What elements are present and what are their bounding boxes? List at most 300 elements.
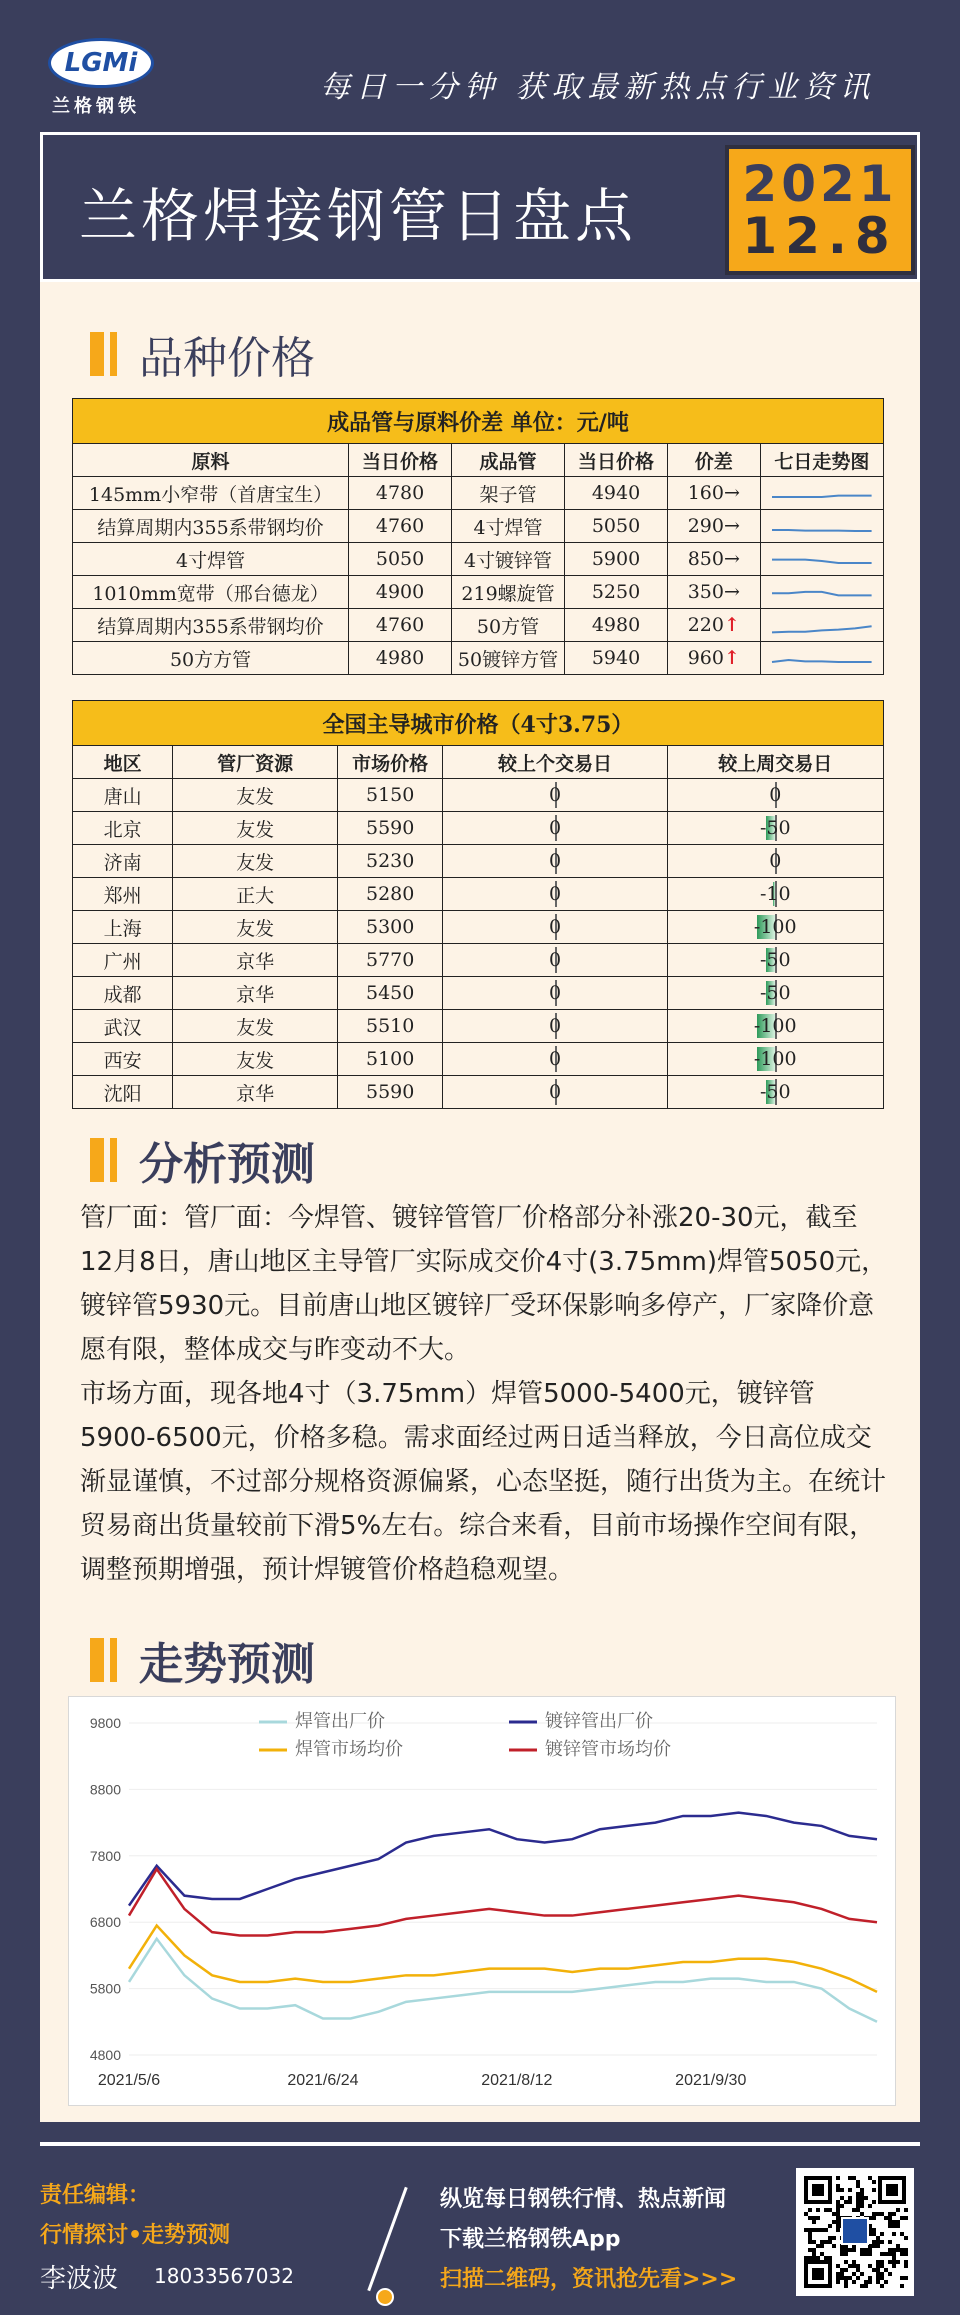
qr-finder-core [812,2268,824,2280]
editor-name: 李波波 [40,2264,119,2294]
city-header-cell: 市场价格 [337,746,442,779]
product-name: 50方管 [451,609,564,642]
x-tick-label: 2021/9/30 [675,2072,747,2089]
city-table-row [73,878,884,911]
market-price: 5770 [337,944,442,977]
qr-module [856,2196,860,2200]
qr-module [860,2204,864,2208]
y-tick-label: 7800 [89,1847,121,1864]
section-marker [90,1638,104,1682]
title-box [40,132,920,282]
qr-module [828,2256,832,2260]
qr-module [824,2228,828,2232]
change-value: -50 [759,1081,791,1103]
qr-module [840,2276,844,2280]
analysis-paragraph-mill: 管厂面：管厂面：今焊管、镀锌管管厂价格部分补涨20-30元，截至12月8日，唐山地区主导管厂实际成交价4寸(3.75mm)焊管5050元，镀锌管5930元。目前唐山地区镀锌厂受环保影响多停产，厂家降价意愿有限，整体成交与昨变动不大。 [80,1203,888,1365]
qr-module [836,2216,840,2220]
section-title: 分析预测 [139,1139,315,1190]
qr-module [876,2272,880,2276]
qr-module [864,2252,868,2256]
qr-module [832,2212,836,2216]
series-line [129,1869,877,1935]
diff-value: 220 [687,614,724,636]
qr-module [892,2252,896,2256]
qr-module [848,2188,852,2192]
legend-label: 镀锌管出厂价 [545,1711,653,1732]
raw-price: 4980 [349,642,452,675]
market-price: 5300 [337,911,442,944]
product-price: 5250 [565,576,668,609]
qr-module [900,2248,904,2252]
x-tick-label: 2021/8/12 [481,2072,553,2089]
change-vs-prev-day [443,944,667,977]
qr-module [852,2264,856,2268]
qr-module [828,2224,832,2228]
city-table [72,700,884,1109]
qr-module [856,2208,860,2212]
mill-resource: 友发 [173,779,338,812]
qr-module [836,2204,840,2208]
qr-module [872,2240,876,2244]
qr-module [836,2224,840,2228]
qr-module [852,2280,856,2284]
qr-module [876,2244,880,2248]
change-value: 0 [769,850,782,872]
city-name: 上海 [73,911,173,944]
qr-module [804,2228,808,2232]
product-price: 5050 [565,510,668,543]
sparkline [767,478,877,504]
qr-module [848,2196,852,2200]
y-tick-label: 5800 [89,1980,121,1997]
sparkline-line [772,559,872,562]
mill-resource: 友发 [173,1010,338,1043]
section-marker [110,1138,117,1182]
market-price: 5450 [337,977,442,1010]
change-vs-prev-week [667,944,883,977]
qr-module [856,2268,860,2272]
qr-module [904,2216,908,2220]
diff-value: 290 [687,515,724,537]
legend-label: 焊管出厂价 [295,1711,385,1732]
change-vs-prev-day [443,812,667,845]
sparkline-line [772,659,872,661]
section-title: 品种价格 [139,333,315,384]
change-vs-prev-week [667,845,883,878]
editor-phone[interactable]: 18033567032 [154,2264,294,2288]
raw-material: 50方方管 [73,642,349,675]
market-price: 5590 [337,1076,442,1109]
qr-module [892,2220,896,2224]
qr-module [872,2268,876,2272]
qr-module [884,2216,888,2220]
change-vs-prev-week [667,977,883,1010]
section-marker [90,332,104,376]
city-header-cell: 管厂资源 [173,746,338,779]
qr-module [844,2252,848,2256]
qr-module [836,2188,840,2192]
spread-table-row [73,510,884,543]
qr-module [856,2180,860,2184]
qr-module [880,2232,884,2236]
qr-module [860,2192,864,2196]
qr-module [848,2276,852,2280]
sparkline [767,643,877,669]
city-table-row [73,1010,884,1043]
change-vs-prev-day [443,1076,667,1109]
city-table-row [73,944,884,977]
qr-module [836,2272,840,2276]
market-price: 5100 [337,1043,442,1076]
qr-module [856,2264,860,2268]
qr-module [860,2284,864,2288]
qr-module [824,2256,828,2260]
qr-module [844,2248,848,2252]
spread-table-title: 成品管与原料价差 单位：元/吨 [73,399,884,444]
product-name: 4寸镀锌管 [451,543,564,576]
spread-header-cell: 价差 [667,444,760,477]
qr-module [844,2276,848,2280]
city-name: 广州 [73,944,173,977]
qr-module [812,2216,816,2220]
qr-module [840,2252,844,2256]
spread-table-row [73,576,884,609]
qr-module [804,2256,808,2260]
city-name: 北京 [73,812,173,845]
spread-header-cell: 当日价格 [349,444,452,477]
spread-table-header [73,444,884,477]
seven-day-trend [760,510,883,543]
qr-module [832,2236,836,2240]
mill-resource: 友发 [173,845,338,878]
qr-module [812,2240,816,2244]
qr-module [848,2264,852,2268]
market-price: 5590 [337,812,442,845]
seven-day-trend [760,642,883,675]
qr-module [896,2260,900,2264]
qr-module [876,2280,880,2284]
qr-module [816,2228,820,2232]
raw-material: 145mm小窄带（首唐宝生） [73,477,349,510]
city-name: 唐山 [73,779,173,812]
qr-module [880,2264,884,2268]
qr-module [836,2276,840,2280]
qr-module [836,2220,840,2224]
qr-module [816,2244,820,2248]
qr-module [876,2212,880,2216]
qr-module [808,2256,812,2260]
qr-module [824,2208,828,2212]
date-year: 2021 [742,155,898,213]
price-diff [667,609,760,642]
change-value: 0 [548,883,562,905]
city-table-title: 全国主导城市价格（4寸3.75） [73,701,884,746]
content-panel [40,282,920,2122]
change-value: -50 [759,949,791,971]
top-banner [0,0,960,130]
qr-module [876,2268,880,2272]
qr-module [868,2248,872,2252]
qr-module [904,2260,908,2264]
city-table-header [73,746,884,779]
lgmi-logo[interactable] [44,38,154,128]
qr-module [880,2276,884,2280]
qr-module [860,2248,864,2252]
qr-module [900,2216,904,2220]
change-value: 0 [548,784,562,806]
section-analysis-header [90,1128,315,1192]
diff-value: 850 [687,548,724,570]
qr-module [888,2248,892,2252]
qr-module [836,2228,840,2232]
change-value: -100 [753,916,797,938]
trend-chart [68,1696,896,2106]
qr-module [808,2240,812,2244]
city-name: 西安 [73,1043,173,1076]
city-table-row [73,977,884,1010]
qr-module [808,2232,812,2236]
qr-module [876,2260,880,2264]
mill-resource: 友发 [173,1043,338,1076]
seven-day-trend [760,477,883,510]
qr-module [864,2248,868,2252]
raw-material: 1010mm宽带（邢台德龙） [73,576,349,609]
footer-divider [40,2142,920,2146]
qr-module [860,2188,864,2192]
qr-module [836,2184,840,2188]
change-vs-prev-day [443,1043,667,1076]
change-value: 0 [548,982,562,1004]
change-vs-prev-week [667,812,883,845]
qr-module [820,2252,824,2256]
mill-resource: 京华 [173,1076,338,1109]
qr-module [848,2200,852,2204]
qr-module [868,2204,872,2208]
promo-scan-qr: 扫描二维码，资讯抢先看>>> [440,2267,738,2292]
change-value: -50 [759,817,791,839]
qr-module [872,2212,876,2216]
arrow-up-icon: ↑ [723,614,740,636]
change-value: 0 [769,784,782,806]
change-value: 0 [548,1015,562,1037]
slogan: 每日一分钟 获取最新热点行业资讯 [320,70,876,105]
qr-module [832,2220,836,2224]
raw-price: 5050 [349,543,452,576]
sparkline [767,610,877,636]
qr-module [856,2276,860,2280]
arrow-right-icon: → [723,581,740,603]
qr-center-logo [842,2218,868,2244]
qr-module [880,2272,884,2276]
sparkline [767,511,877,537]
qr-module [872,2232,876,2236]
qr-module [888,2272,892,2276]
qr-module [904,2252,908,2256]
x-tick-label: 2021/6/24 [287,2072,359,2089]
qr-module [864,2196,868,2200]
qr-module [900,2232,904,2236]
change-vs-prev-week [667,878,883,911]
qr-module [880,2252,884,2256]
footer [0,2122,960,2315]
qr-module [860,2200,864,2204]
market-price: 5280 [337,878,442,911]
qr-module [864,2280,868,2284]
product-name: 架子管 [451,477,564,510]
price-diff [667,642,760,675]
sparkline [767,544,877,570]
qr-module [888,2220,892,2224]
qr-module [836,2264,840,2268]
qr-module [820,2228,824,2232]
product-name: 50镀锌方管 [451,642,564,675]
change-vs-prev-day [443,1010,667,1043]
qr-module [848,2248,852,2252]
qr-module [888,2252,892,2256]
qr-module [892,2264,896,2268]
section-marker [110,1638,117,1682]
qr-module [872,2244,876,2248]
change-vs-prev-week [667,911,883,944]
change-vs-prev-day [443,977,667,1010]
trend-chart-svg [69,1697,895,2105]
analysis-text [80,1196,890,1592]
qr-module [828,2208,832,2212]
section-marker [110,332,117,376]
qr-module [824,2240,828,2244]
qr-module [828,2240,832,2244]
product-name: 4寸焊管 [451,510,564,543]
qr-module [844,2280,848,2284]
qr-module [868,2264,872,2268]
spread-header-cell: 当日价格 [565,444,668,477]
section-price-header [90,322,315,386]
qr-module [896,2224,900,2228]
change-value: 0 [548,1048,562,1070]
logo-badge: LGMi [48,38,154,88]
spread-header-cell: 七日走势图 [760,444,883,477]
analysis-paragraph-market: 市场方面，现各地4寸（3.75mm）焊管5000-5400元，镀锌管5900-6500元，价格多稳。需求面经过两日适当释放，今日高位成交渐显谨慎，不过部分规格资源偏紧，心态坚挺，随行出货为主。在统计贸易商出货量较前下滑5%左右。综合来看，目前市场操作空间有限，调整预期增强，预计焊镀管价格趋稳观望。 [80,1379,887,1585]
mill-resource: 正大 [173,878,338,911]
product-price: 5940 [565,642,668,675]
qr-module [872,2228,876,2232]
qr-module [852,2176,856,2180]
arrow-right-icon: → [723,515,740,537]
x-tick-label: 2021/5/6 [97,2072,161,2089]
seven-day-trend [760,543,883,576]
qr-module [856,2192,860,2196]
change-vs-prev-day [443,911,667,944]
price-diff [667,477,760,510]
change-vs-prev-day [443,845,667,878]
change-value: 0 [548,850,562,872]
sparkline [767,577,877,603]
qr-module [804,2212,808,2216]
mill-resource: 友发 [173,812,338,845]
city-table-row [73,779,884,812]
qr-module [884,2252,888,2256]
qr-module [880,2284,884,2288]
series-line [129,1813,877,1906]
qr-code-icon [802,2174,908,2290]
series-line [129,1939,877,2022]
arrow-up-icon: ↑ [723,647,740,669]
qr-module [868,2276,872,2280]
spread-table-row [73,609,884,642]
arrow-right-icon: → [723,482,740,504]
qr-module [888,2260,892,2264]
qr-module [808,2216,812,2220]
qr-code[interactable] [796,2168,914,2296]
qr-module [856,2204,860,2208]
qr-module [820,2240,824,2244]
promo-download-app[interactable]: 下载兰格钢铁App [440,2227,621,2252]
city-name: 成都 [73,977,173,1010]
city-table-row [73,845,884,878]
raw-price: 4760 [349,609,452,642]
arrow-right-icon: → [723,548,740,570]
change-vs-prev-week [667,1010,883,1043]
qr-module [888,2240,892,2244]
change-value: -50 [759,982,791,1004]
mill-resource: 友发 [173,911,338,944]
qr-module [860,2196,864,2200]
qr-module [852,2260,856,2264]
qr-module [808,2228,812,2232]
sparkline-line [772,530,872,531]
qr-module [892,2224,896,2228]
legend-label: 焊管市场均价 [295,1739,403,1760]
qr-module [896,2220,900,2224]
city-table-row [73,1076,884,1109]
product-name: 219螺旋管 [451,576,564,609]
qr-module [888,2212,892,2216]
spread-table-row [73,642,884,675]
price-diff [667,576,760,609]
qr-module [876,2240,880,2244]
seven-day-trend [760,609,883,642]
diff-value: 960 [687,647,724,669]
city-name: 武汉 [73,1010,173,1043]
city-table-row [73,911,884,944]
promo-line-1: 纵览每日钢铁行情、热点新闻 [440,2187,727,2212]
qr-module [904,2264,908,2268]
legend-label: 镀锌管市场均价 [545,1739,671,1760]
qr-finder-core [886,2184,898,2196]
editor-title: 责任编辑： [40,2183,151,2208]
qr-module [840,2268,844,2272]
qr-module [880,2260,884,2264]
qr-module [900,2252,904,2256]
qr-module [872,2200,876,2204]
logo-cn-text: 兰格钢铁 [52,96,140,117]
product-price: 4980 [565,609,668,642]
spread-header-cell: 成品管 [451,444,564,477]
change-value: 0 [548,817,562,839]
y-tick-label: 9800 [89,1715,121,1731]
spread-table-row [73,477,884,510]
qr-module [816,2256,820,2260]
qr-module [836,2280,840,2284]
change-value: -100 [753,1015,797,1037]
qr-module [876,2236,880,2240]
y-tick-label: 8800 [89,1781,121,1798]
city-header-cell: 较上周交易日 [667,746,883,779]
editor-subtitle: 行情探讨•走势预测 [40,2223,231,2248]
market-price: 5230 [337,845,442,878]
y-tick-label: 6800 [89,1914,121,1931]
change-vs-prev-week [667,1043,883,1076]
